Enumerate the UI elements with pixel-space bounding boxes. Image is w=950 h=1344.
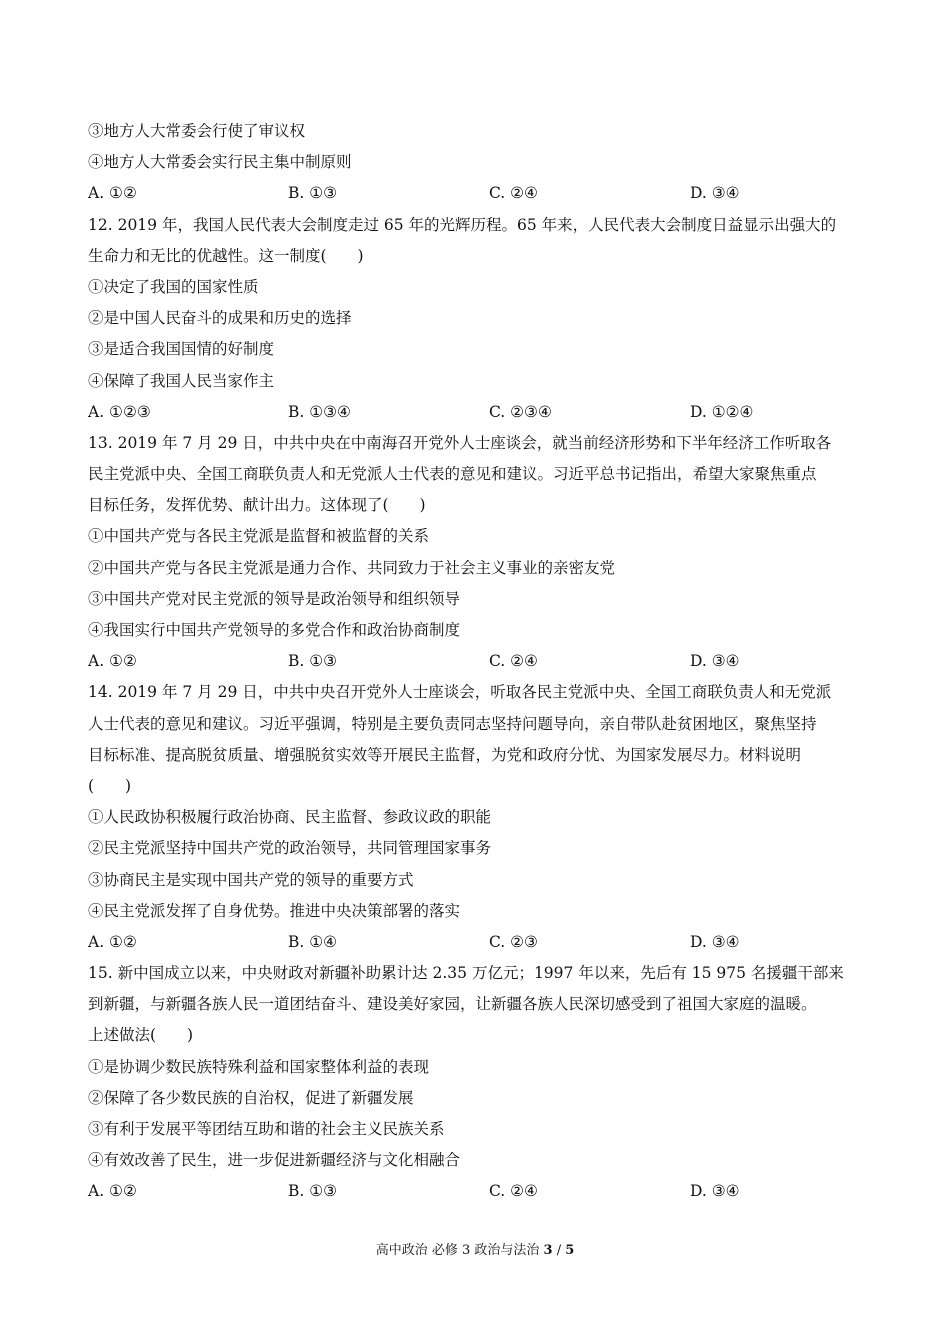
q14-stem-line: 目标标准、提高脱贫质量、增强脱贫实效等开展民主监督，为党和政府分忧、为国家发展尽力。材料说明 [88, 745, 802, 764]
q12-statement: ②是中国人民奋斗的成果和历史的选择 [88, 309, 352, 328]
q12-stem-line: 12. 2019 年，我国人民代表大会制度走过 65 年的光辉历程。65 年来，人民代表大会制度日益显示出强大的 [88, 215, 837, 234]
answer-options-q14 [88, 927, 868, 958]
q12-statement: ④保障了我国人民当家作主 [88, 371, 275, 390]
q14-statement: ②民主党派坚持中国共产党的政治领导，共同管理国家事务 [88, 839, 492, 858]
footer-page-number: 3 [543, 1243, 553, 1258]
exam-page-content [88, 116, 868, 1208]
answer-options-q13 [88, 646, 868, 677]
q15-stem-line: 上述做法( ) [88, 1026, 194, 1045]
option-a: A. ①②③ [88, 402, 151, 421]
option-a: A. ①② [88, 1182, 137, 1201]
statement-3: ③地方人大常委会行使了审议权 [88, 122, 306, 140]
q14-statement: ④民主党派发挥了自身优势。推进中央决策部署的落实 [88, 901, 461, 920]
option-d: D. ③④ [690, 1182, 740, 1201]
answer-options-q12 [88, 397, 868, 428]
q14-stem-line: 14. 2019 年 7 月 29 日，中共中央召开党外人士座谈会，听取各民主党派中央、全国工商联负责人和无党派 [88, 683, 832, 702]
option-b: B. ①④ [288, 932, 338, 951]
option-c: C. ②④ [489, 1182, 538, 1201]
q12-stem-line: 生命力和无比的优越性。这一制度( ) [88, 246, 364, 265]
option-d: D. ①②④ [690, 402, 754, 421]
option-b: B. ①③④ [288, 402, 351, 421]
option-c: C. ②③④ [489, 402, 552, 421]
option-b: B. ①③ [288, 184, 338, 203]
footer-separator: / [552, 1243, 566, 1258]
q13-stem-line: 目标任务，发挥优势、献计出力。这体现了( ) [88, 496, 426, 515]
q13-statement: ④我国实行中国共产党领导的多党合作和政治协商制度 [88, 621, 461, 639]
footer-course-title: 高中政治 必修 3 政治与法治 [375, 1243, 544, 1258]
q13-stem-line: 13. 2019 年 7 月 29 日，中共中央在中南海召开党外人士座谈会，就当前经济形势和下半年经济工作听取各 [88, 433, 832, 452]
statement-4: ④地方人大常委会实行民主集中制原则 [88, 153, 352, 172]
page-footer [0, 1241, 950, 1261]
answer-options-q11 [88, 178, 868, 209]
option-a: A. ①② [88, 184, 137, 203]
option-d: D. ③④ [690, 932, 740, 951]
footer-page-total: 5 [565, 1243, 575, 1258]
q12-statement: ③是适合我国国情的好制度 [88, 340, 275, 359]
q13-statement: ③中国共产党对民主党派的领导是政治领导和组织领导 [88, 589, 461, 608]
q14-stem-line: 人士代表的意见和建议。习近平强调，特别是主要负责同志坚持问题导向，亲自带队赴贫困地区，聚焦坚持 [88, 714, 817, 733]
option-b: B. ①③ [288, 652, 338, 671]
option-d: D. ③④ [690, 184, 740, 203]
q13-statement: ②中国共产党与各民主党派是通力合作、共同致力于社会主义事业的亲密友党 [88, 558, 616, 577]
q13-stem-line: 民主党派中央、全国工商联负责人和无党派人士代表的意见和建议。习近平总书记指出，希望大家聚焦重点 [88, 465, 817, 484]
q14-statement: ①人民政协积极履行政治协商、民主监督、参政议政的职能 [88, 808, 492, 827]
q15-statement: ①是协调少数民族特殊利益和国家整体利益的表现 [88, 1057, 430, 1076]
q15-statement: ②保障了各少数民族的自治权，促进了新疆发展 [88, 1088, 414, 1107]
option-b: B. ①③ [288, 1182, 338, 1201]
q14-stem-line: ( ) [88, 776, 132, 795]
q13-statement: ①中国共产党与各民主党派是监督和被监督的关系 [88, 527, 430, 546]
q15-stem-line: 15. 新中国成立以来，中央财政对新疆补助累计达 2.35 万亿元；1997 年以来，先后有 15 975 名援疆干部来 [88, 964, 844, 983]
answer-options-q15 [88, 1176, 868, 1207]
q15-statement: ④有效改善了民生，进一步促进新疆经济与文化相融合 [88, 1151, 461, 1170]
q15-stem-line: 到新疆，与新疆各族人民一道团结奋斗、建设美好家园，让新疆各族人民深切感受到了祖国大家庭的温暖。 [88, 995, 817, 1014]
option-c: C. ②④ [489, 184, 538, 203]
option-d: D. ③④ [690, 652, 740, 671]
option-a: A. ①② [88, 652, 137, 671]
option-a: A. ①② [88, 932, 137, 951]
q12-statement: ①决定了我国的国家性质 [88, 277, 259, 296]
option-c: C. ②④ [489, 652, 538, 671]
option-c: C. ②③ [489, 932, 538, 951]
q15-statement: ③有利于发展平等团结互助和谐的社会主义民族关系 [88, 1120, 445, 1138]
q14-statement: ③协商民主是实现中国共产党的领导的重要方式 [88, 870, 414, 889]
